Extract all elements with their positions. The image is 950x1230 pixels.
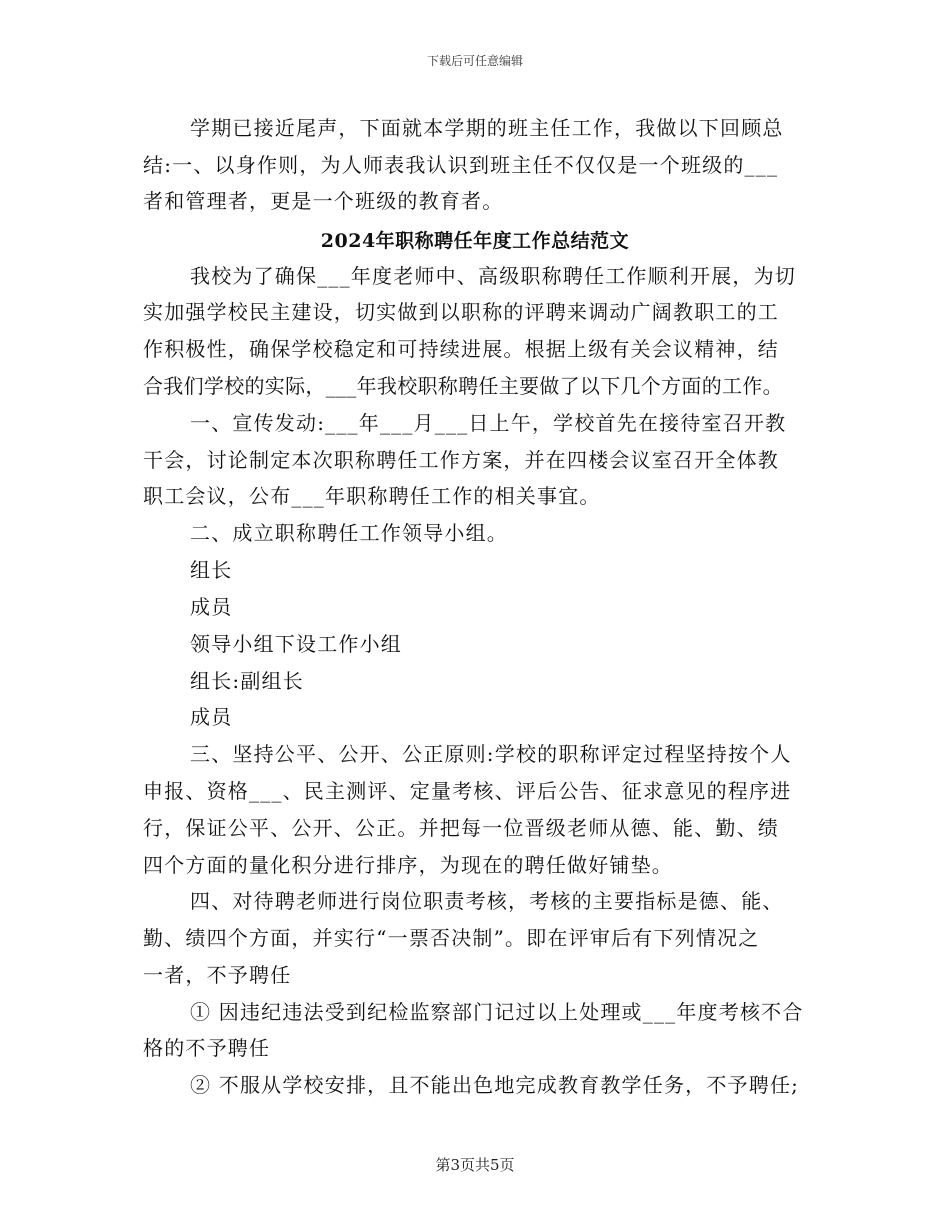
body-line-20: 四个方面的量化积分进行排序，为现在的聘任做好铺垫。	[143, 853, 673, 877]
body-line-19: 行，保证公平、公开、公正。并把每一位晋级老师从德、能、勤、绩	[143, 816, 779, 840]
body-line-7: 合我们学校的实际，___年我校职称聘任主要做了以下几个方面的工作。	[143, 374, 783, 398]
page-number-footer: 第3页共5页	[435, 1156, 515, 1174]
body-line-2: 结:一、以身作则，为人师表我认识到班主任不仅仅是一个班级的___	[143, 153, 779, 177]
body-line-21: 四、对待聘老师进行岗位职责考核，考核的主要指标是德、能、	[190, 889, 784, 913]
body-line-26: ② 不服从学校安排，且不能出色地完成教育教学任务，不予聘任;	[190, 1073, 800, 1097]
body-line-8: 一、宣传发动:___年___月___日上午，学校首先在接待室召开教	[190, 411, 787, 435]
body-line-5: 实加强学校民主建设，切实做到以职称的评聘来调动广阔教职工的工	[143, 300, 779, 324]
body-line-3: 者和管理者，更是一个班级的教育者。	[143, 189, 504, 213]
document-title: 2024年职称聘任年度工作总结范文	[320, 230, 630, 252]
header-note: 下载后可任意编辑	[426, 54, 523, 68]
body-line-12: 组长	[190, 558, 233, 582]
body-line-6: 作积极性，确保学校稳定和可持续进展。根据上级有关会议精神，结	[143, 337, 779, 361]
body-line-4: 我校为了确保___年度老师中、高级职称聘任工作顺利开展，为切	[190, 264, 796, 288]
body-line-1: 学期已接近尾声，下面就本学期的班主任工作，我做以下回顾总	[190, 116, 784, 140]
body-line-16: 成员	[190, 705, 233, 729]
body-line-18: 申报、资格___、民主测评、定量考核、评后公告、征求意见的程序进	[143, 779, 792, 803]
body-line-23: 一者，不予聘任	[143, 963, 292, 987]
body-line-13: 成员	[190, 595, 233, 619]
body-line-11: 二、成立职称聘任工作领导小组。	[190, 521, 508, 545]
body-line-22: 勤、绩四个方面，并实行“一票否决制”。即在评审后有下列情况之	[143, 926, 760, 950]
body-line-25: 格的不予聘任	[143, 1036, 271, 1060]
body-line-15: 组长:副组长	[190, 669, 304, 693]
body-line-14: 领导小组下设工作小组	[190, 632, 402, 656]
body-line-9: 干会，讨论制定本次职称聘任工作方案，并在四楼会议室召开全体教	[143, 448, 779, 472]
body-line-10: 职工会议，公布___年职称聘任工作的相关事宜。	[143, 484, 601, 508]
body-line-24: ① 因违纪违法受到纪检监察部门记过以上处理或___年度考核不合	[190, 1000, 804, 1024]
body-line-17: 三、坚持公平、公开、公正原则:学校的职称评定过程坚持按个人	[190, 742, 792, 766]
